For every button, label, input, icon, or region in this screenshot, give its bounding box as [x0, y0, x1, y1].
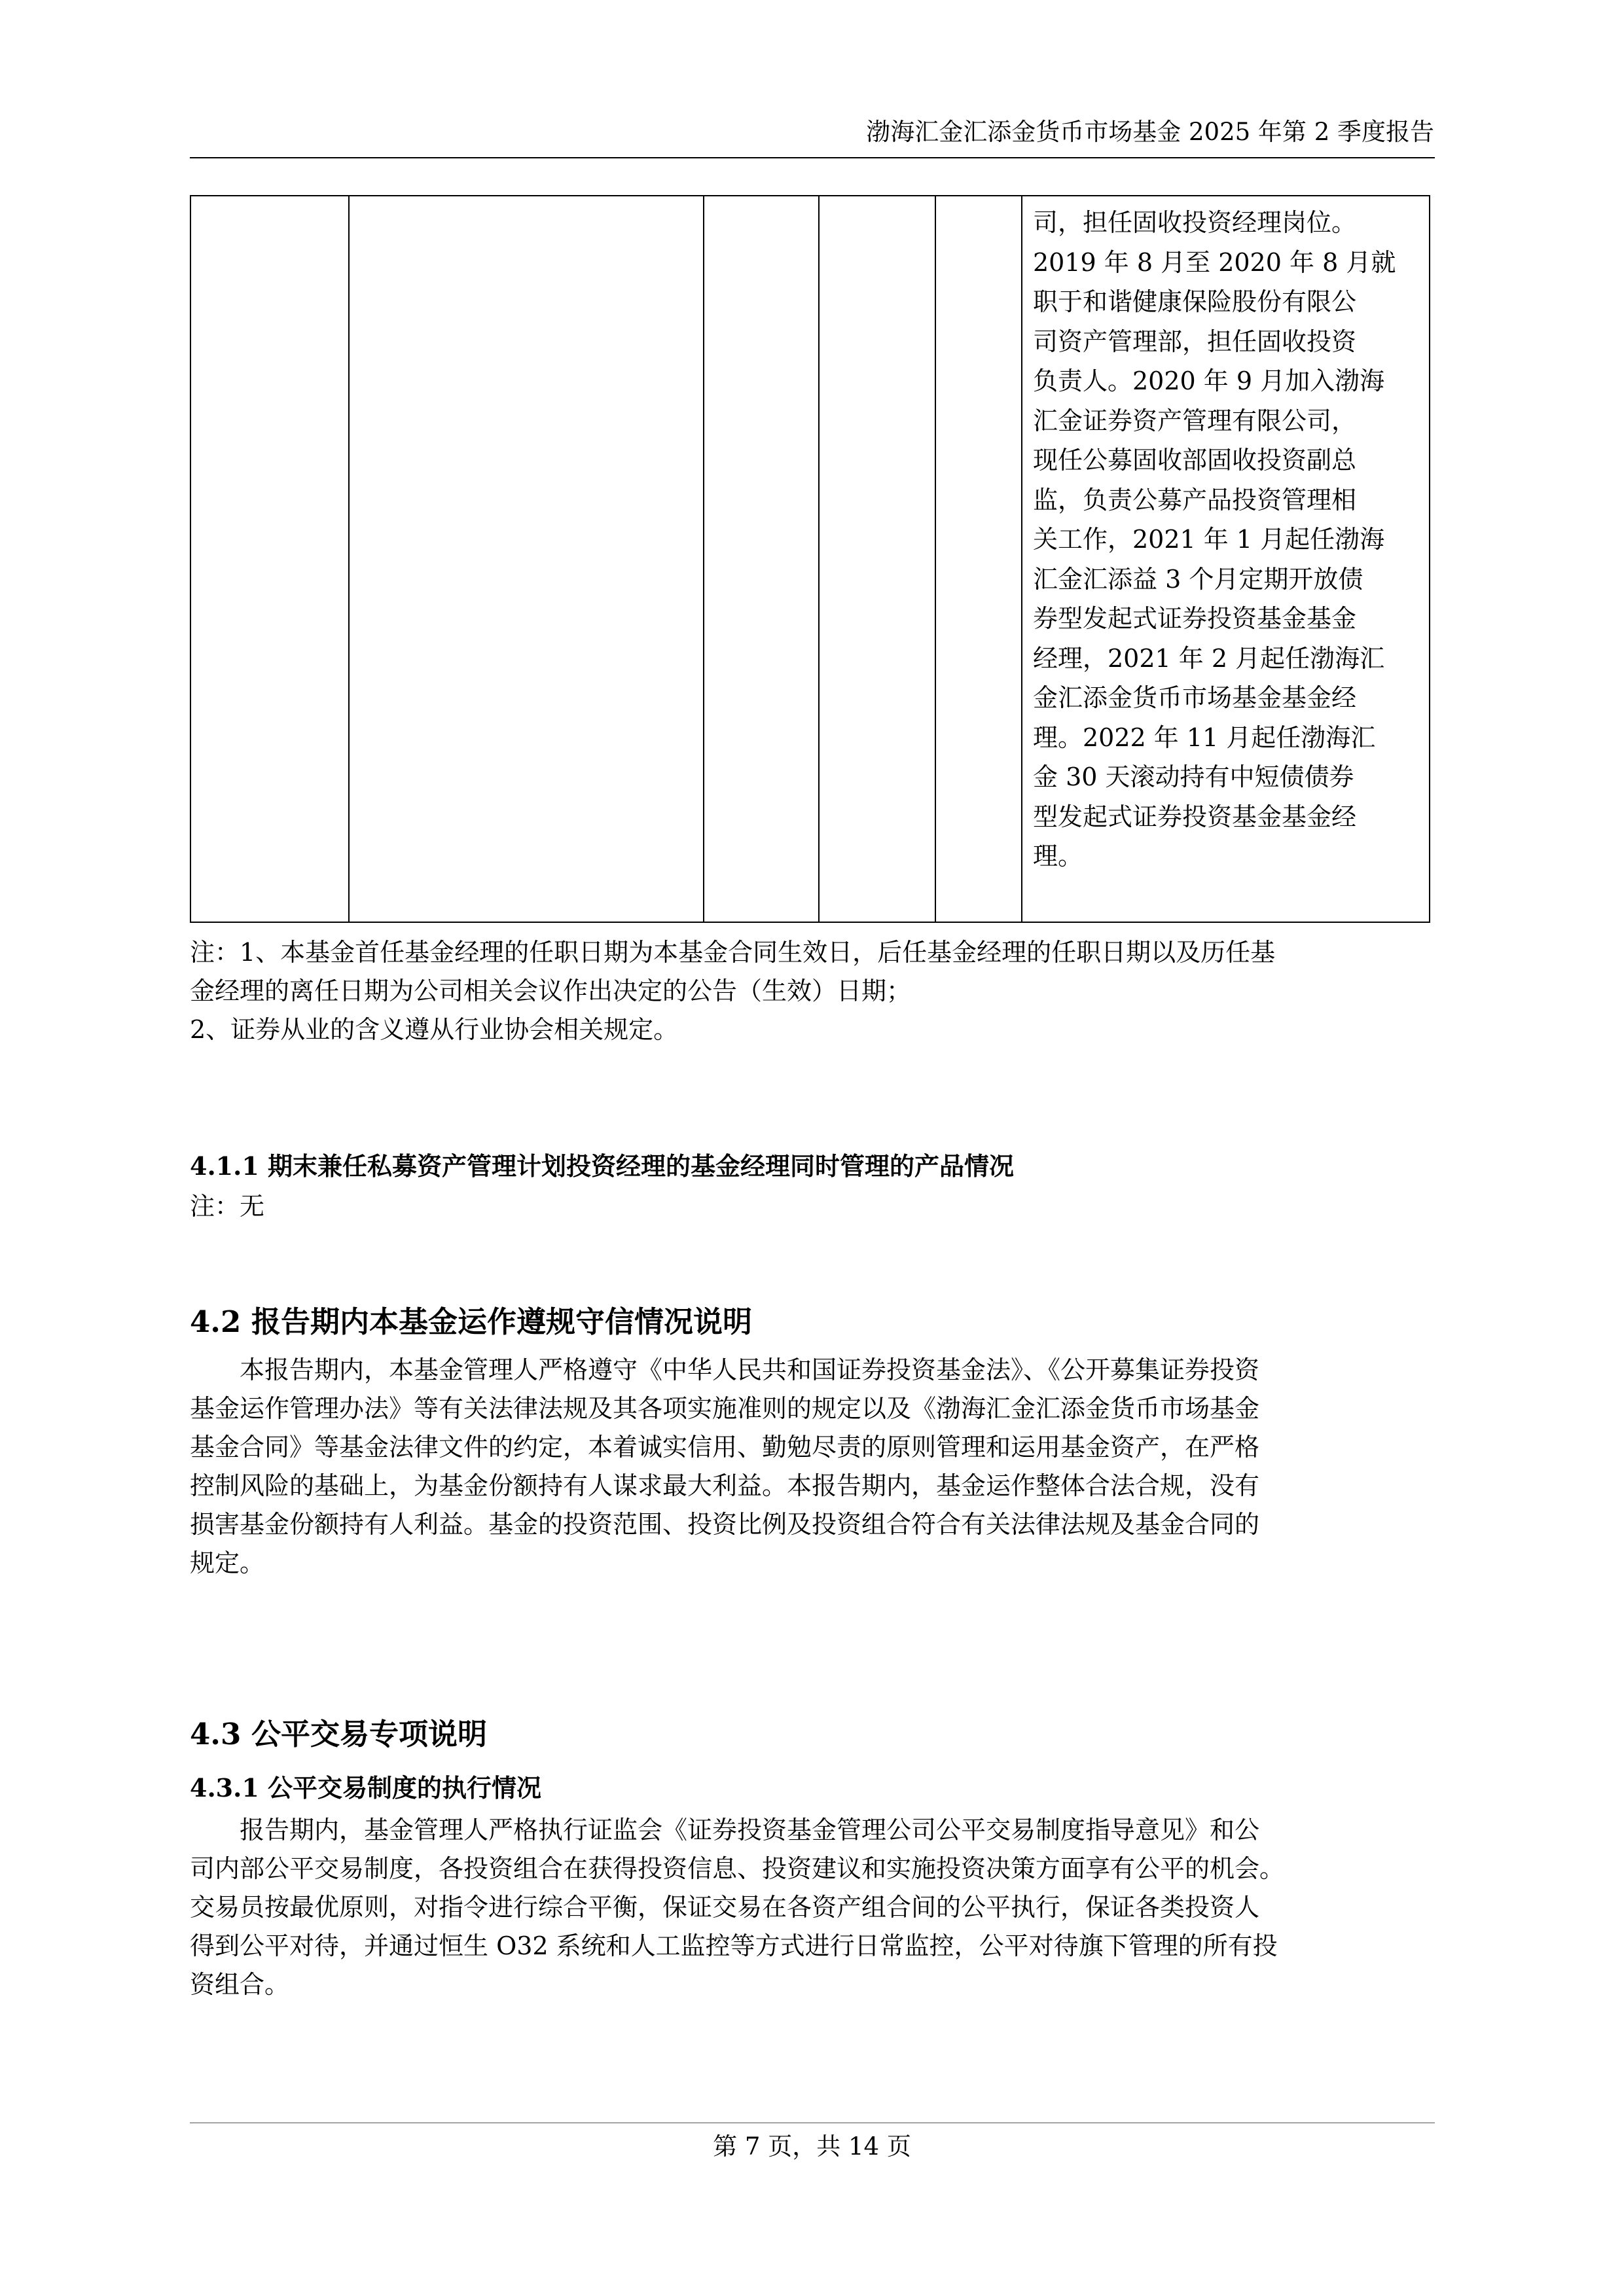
section-4-3-1-body [190, 1811, 1435, 2004]
table-cell-line: 职于和谐健康保险股份有限公 [1033, 287, 1357, 316]
section-heading-4-2: 4.2 报告期内本基金运作遵规守信情况说明 [190, 1304, 752, 1339]
fund-manager-table [190, 195, 1430, 923]
paragraph-line: 司内部公平交易制度，各投资组合在获得投资信息、投资建议和实施投资决策方面享有公平的机会。 [190, 1854, 1285, 1883]
header-divider [190, 157, 1435, 158]
table-cell-line: 司，担任固收投资经理岗位。 [1033, 208, 1357, 237]
note-line: 金经理的离任日期为公司相关会议作出决定的公告（生效）日期； [190, 977, 912, 1005]
paragraph-line: 得到公平对待，并通过恒生 O32 系统和人工监控等方式进行日常监控，公平对待旗下管理的所有投 [190, 1931, 1278, 1960]
table-cell-line: 理。2022 年 11 月起任渤海汇 [1033, 723, 1376, 752]
section-4-1-1-note [190, 1187, 1435, 1226]
paragraph-line: 控制风险的基础上，为基金份额持有人谋求最大利益。本报告期内，基金运作整体合法合规，没有 [190, 1471, 1260, 1500]
manager-biography-cell [1033, 203, 1419, 876]
table-cell-line: 理。 [1033, 842, 1083, 870]
table-cell-line: 金汇添金货币市场基金基金经 [1033, 683, 1357, 712]
paragraph-line: 损害基金份额持有人利益。基金的投资范围、投资比例及投资组合符合有关法律法规及基金合同的 [190, 1510, 1260, 1539]
paragraph-line: 资组合。 [190, 1970, 290, 1999]
table-cell-line: 现任公募固收部固收投资副总 [1033, 446, 1357, 475]
table-cell-line: 司资产管理部，担任固收投资 [1033, 327, 1357, 356]
table-cell-line: 金 30 天滚动持有中短债债券 [1033, 762, 1354, 791]
table-cell-line: 汇金汇添益 3 个月定期开放债 [1033, 564, 1363, 594]
table-column-divider [703, 196, 704, 922]
section-4-2-body [190, 1351, 1435, 1583]
table-cell-line: 经理，2021 年 2 月起任渤海汇 [1033, 643, 1385, 673]
paragraph-line: 报告期内，基金管理人严格执行证监会《证券投资基金管理公司公平交易制度指导意见》和公 [190, 1816, 1260, 1844]
paragraph-line: 基金运作管理办法》等有关法律法规及其各项实施准则的规定以及《渤海汇金汇添金货币市场基金 [190, 1394, 1260, 1423]
section-heading-4-1-1: 4.1.1 期末兼任私募资产管理计划投资经理的基金经理同时管理的产品情况 [190, 1151, 1015, 1181]
section-heading-4-3: 4.3 公平交易专项说明 [190, 1717, 487, 1751]
table-cell-line: 监，负责公募产品投资管理相 [1033, 485, 1357, 514]
note-line: 2、证券从业的含义遵从行业协会相关规定。 [190, 1015, 679, 1044]
table-cell-line: 关工作，2021 年 1 月起任渤海 [1033, 525, 1385, 554]
section-heading-4-3-1: 4.3.1 公平交易制度的执行情况 [190, 1773, 542, 1803]
table-cell-line: 型发起式证券投资基金基金经 [1033, 802, 1357, 831]
table-cell-line: 券型发起式证券投资基金基金 [1033, 604, 1357, 633]
table-cell-line: 汇金证券资产管理有限公司， [1033, 406, 1357, 435]
table-cell-line: 负责人。2020 年 9 月加入渤海 [1033, 367, 1385, 395]
table-column-divider [818, 196, 820, 922]
note-line: 注：1、本基金首任基金经理的任职日期为本基金合同生效日，后任基金经理的任职日期以及历任基 [190, 938, 1276, 967]
table-column-divider [348, 196, 350, 922]
table-column-divider [935, 196, 936, 922]
table-column-divider [1021, 196, 1022, 922]
page-number: 第 7 页，共 14 页 [713, 2132, 911, 2161]
table-cell-line: 2019 年 8 月至 2020 年 8 月就 [1033, 247, 1396, 277]
paragraph-line: 交易员按最优原则，对指令进行综合平衡，保证交易在各资产组合间的公平执行，保证各类投资人 [190, 1893, 1260, 1922]
paragraph-line: 本报告期内，本基金管理人严格遵守《中华人民共和国证券投资基金法》、《公开募集证券投资 [190, 1355, 1260, 1384]
report-header-title: 渤海汇金汇添金货币市场基金 2025 年第 2 季度报告 [866, 118, 1434, 146]
paragraph-line: 规定。 [190, 1549, 265, 1577]
table-notes [190, 933, 1435, 1049]
paragraph-line: 基金合同》等基金法律文件的约定，本着诚实信用、勤勉尽责的原则管理和运用基金资产，在严格 [190, 1433, 1260, 1462]
note-line: 注：无 [190, 1192, 265, 1221]
